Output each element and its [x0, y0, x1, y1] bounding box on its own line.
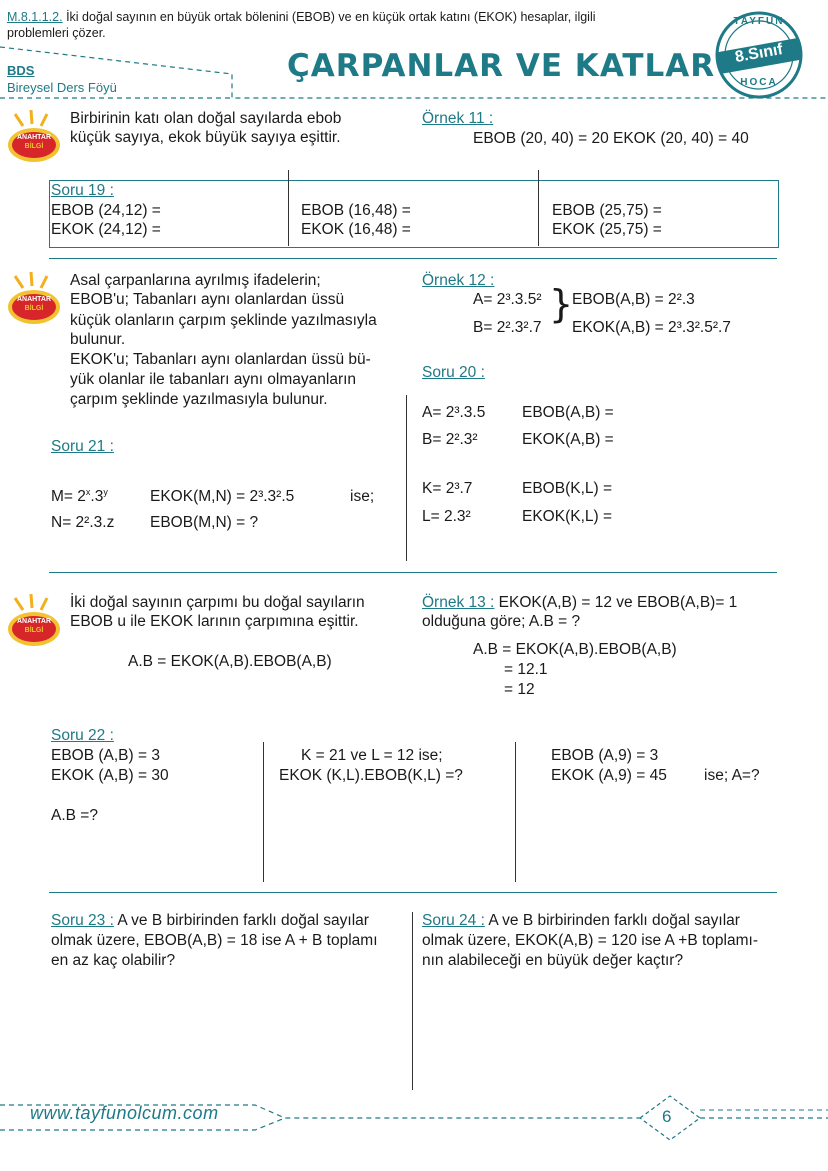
soru-24-l3: nın alabileceği en büyük değer kaçtır? — [422, 952, 684, 969]
example-13-line-1 — [422, 593, 737, 612]
key-info-badge — [5, 108, 63, 166]
example-11-label: Örnek 11 : — [422, 110, 494, 127]
soru-23-l3: en az kaç olabilir? — [51, 952, 176, 969]
key-info-badge-3 — [5, 592, 63, 650]
soru-19-label: Soru 19 : — [51, 182, 114, 199]
soru-19-c1b: EKOK (24,12) = — [51, 221, 161, 238]
soru-20-k: K= 2³.7 — [422, 480, 473, 497]
badge-text-1: ANAHTAR — [16, 134, 52, 141]
stamp-logo — [714, 5, 804, 103]
soru-22-c1a: EBOB (A,B) = 3 — [51, 747, 160, 764]
example-12-b: B= 2².3².7 — [473, 319, 542, 336]
example-13-label: Örnek 13 : — [422, 594, 495, 611]
soru-20-b: B= 2².3² — [422, 431, 478, 448]
divider-2 — [49, 572, 777, 573]
soru-20-a: A= 2³.3.5 — [422, 404, 486, 421]
example-13-l3: A.B = EKOK(A,B).EBOB(A,B) — [473, 641, 677, 658]
page-number: 6 — [662, 1107, 672, 1126]
soru-24-l1 — [422, 911, 740, 930]
info-3-l1: İki doğal sayının çarpımı bu doğal sayıların — [70, 594, 365, 611]
soru-23-text-1: A ve B birbirinden farklı doğal sayılar — [113, 912, 369, 929]
info-2-l1: Asal çarpanlarına ayrılmış ifadelerin; — [70, 272, 321, 289]
stamp-top: TAYFUN — [733, 16, 785, 27]
info-2-l3: küçük olanların çarpım şeklinde yazılmasıyla — [70, 312, 377, 329]
soru-22-c1b: EKOK (A,B) = 30 — [51, 767, 169, 784]
soru-23-24-divider — [412, 912, 413, 1090]
example-13-text: EKOK(A,B) = 12 ve EBOB(A,B)= 1 — [494, 594, 738, 611]
example-12-ebob: EBOB(A,B) = 2².3 — [572, 291, 695, 308]
website-link[interactable]: www.tayfunolcum.com — [30, 1103, 219, 1123]
soru-21-label: Soru 21 : — [51, 438, 114, 455]
soru-22-divider-2 — [515, 742, 516, 882]
info-2-l2: EBOB'u; Tabanları aynı olanlardan üssü — [70, 291, 345, 308]
objective-text-2: problemleri çözer. — [7, 26, 106, 40]
soru-22-c3b: EKOK (A,9) = 45 — [551, 767, 667, 784]
soru-24-label: Soru 24 : — [422, 912, 485, 929]
divider-1 — [49, 258, 777, 259]
info-2-l6: yük olanlar ile tabanları aynı olmayanların — [70, 371, 357, 388]
bds-label: BDS — [7, 63, 35, 78]
soru-22-c3c: ise; A=? — [704, 767, 760, 784]
soru-21-m — [51, 487, 108, 506]
example-13-l4: = 12.1 — [504, 661, 548, 678]
example-12-brace: } — [549, 282, 574, 326]
soru-22-c3a: EBOB (A,9) = 3 — [551, 747, 659, 764]
example-12-ekok: EKOK(A,B) = 2³.3².5².7 — [572, 319, 731, 336]
key-info-badge-2 — [5, 270, 63, 328]
soru-19-c2b: EKOK (16,48) = — [301, 221, 411, 238]
m-exp-1: x — [85, 487, 91, 497]
soru-20-a-q: EBOB(A,B) = — [522, 404, 614, 421]
soru-23-label: Soru 23 : — [51, 912, 114, 929]
soru-19-c2a: EBOB (16,48) = — [301, 202, 411, 219]
page-title: ÇARPANLAR VE KATLAR — [287, 48, 716, 84]
info-3-l2: EBOB u ile EKOK larının çarpımına eşittir. — [70, 613, 359, 630]
m-mid: .3 — [90, 488, 104, 505]
soru-24-l2: olmak üzere, EKOK(A,B) = 120 ise A +B toplamı- — [422, 932, 758, 949]
stamp-mid: 8.Sınıf — [733, 40, 785, 67]
info-1-line-2: küçük sayıya, ekok büyük sayıya eşittir. — [70, 129, 341, 146]
example-11-text: EBOB (20, 40) = 20 EKOK (20, 40) = 40 — [473, 130, 749, 147]
soru-20-l: L= 2.3² — [422, 508, 471, 525]
soru-22-divider-1 — [263, 742, 264, 882]
info-1-line-1: Birbirinin katı olan doğal sayılarda ebob — [70, 110, 342, 127]
soru-19-c3b: EKOK (25,75) = — [552, 221, 662, 238]
info-2-l7: çarpım şeklinde yazılmasıyla bulunur. — [70, 391, 328, 408]
info-2-l5: EKOK'u; Tabanları aynı olanlardan üssü bü- — [70, 351, 371, 368]
booklet-label: Bireysel Ders Föyü — [7, 80, 117, 95]
soru-20-k-q: EBOB(K,L) = — [522, 480, 613, 497]
info-3-formula: A.B = EKOK(A,B).EBOB(A,B) — [128, 653, 332, 670]
soru-21-ekok: EKOK(M,N) = 2³.3².5 — [150, 488, 295, 505]
soru-20-l-q: EKOK(K,L) = — [522, 508, 613, 525]
soru-19-c3a: EBOB (25,75) = — [552, 202, 662, 219]
example-13-l5: = 12 — [504, 681, 535, 698]
soru-22-label: Soru 22 : — [51, 727, 114, 744]
soru-21-ise: ise; — [350, 488, 375, 505]
example-12-label: Örnek 12 : — [422, 272, 495, 289]
soru-19-divider-1 — [288, 170, 289, 246]
m-exp-2: y — [103, 487, 108, 497]
soru-20-b-q: EKOK(A,B) = — [522, 431, 614, 448]
m-base: M= 2 — [51, 488, 86, 505]
soru-23-l1 — [51, 911, 369, 930]
badge-text-1: ANAHTAR — [16, 296, 52, 303]
section-2-divider — [406, 395, 407, 561]
badge-text-2: BİLGİ — [24, 143, 44, 150]
badge-text-1: ANAHTAR — [16, 618, 52, 625]
objective-code: M.8.1.1.2. — [7, 10, 63, 24]
divider-3 — [49, 892, 777, 893]
soru-19-divider-2 — [538, 170, 539, 246]
badge-text-2: BİLGİ — [24, 627, 44, 634]
soru-21-ebob: EBOB(M,N) = ? — [150, 514, 259, 531]
example-12-a: A= 2³.3.5² — [473, 291, 542, 308]
stamp-bottom: HOCA — [740, 77, 778, 88]
soru-22-c1c: A.B =? — [51, 807, 98, 824]
soru-22-c2b: EKOK (K,L).EBOB(K,L) =? — [279, 767, 463, 784]
soru-23-l2: olmak üzere, EBOB(A,B) = 18 ise A + B toplamı — [51, 932, 378, 949]
badge-text-2: BİLGİ — [24, 305, 44, 312]
soru-21-n: N= 2².3.z — [51, 514, 115, 531]
soru-19-c1a: EBOB (24,12) = — [51, 202, 161, 219]
objective-text: İki doğal sayının en büyük ortak bölenini (EBOB) ve en küçük ortak katını (EKOK) hesaplar, ilgili — [62, 10, 596, 24]
info-2-l4: bulunur. — [70, 331, 126, 348]
soru-22-c2a: K = 21 ve L = 12 ise; — [301, 747, 443, 764]
example-13-l2: olduğuna göre; A.B = ? — [422, 613, 581, 630]
soru-24-text-1: A ve B birbirinden farklı doğal sayılar — [484, 912, 740, 929]
soru-20-label: Soru 20 : — [422, 364, 485, 381]
